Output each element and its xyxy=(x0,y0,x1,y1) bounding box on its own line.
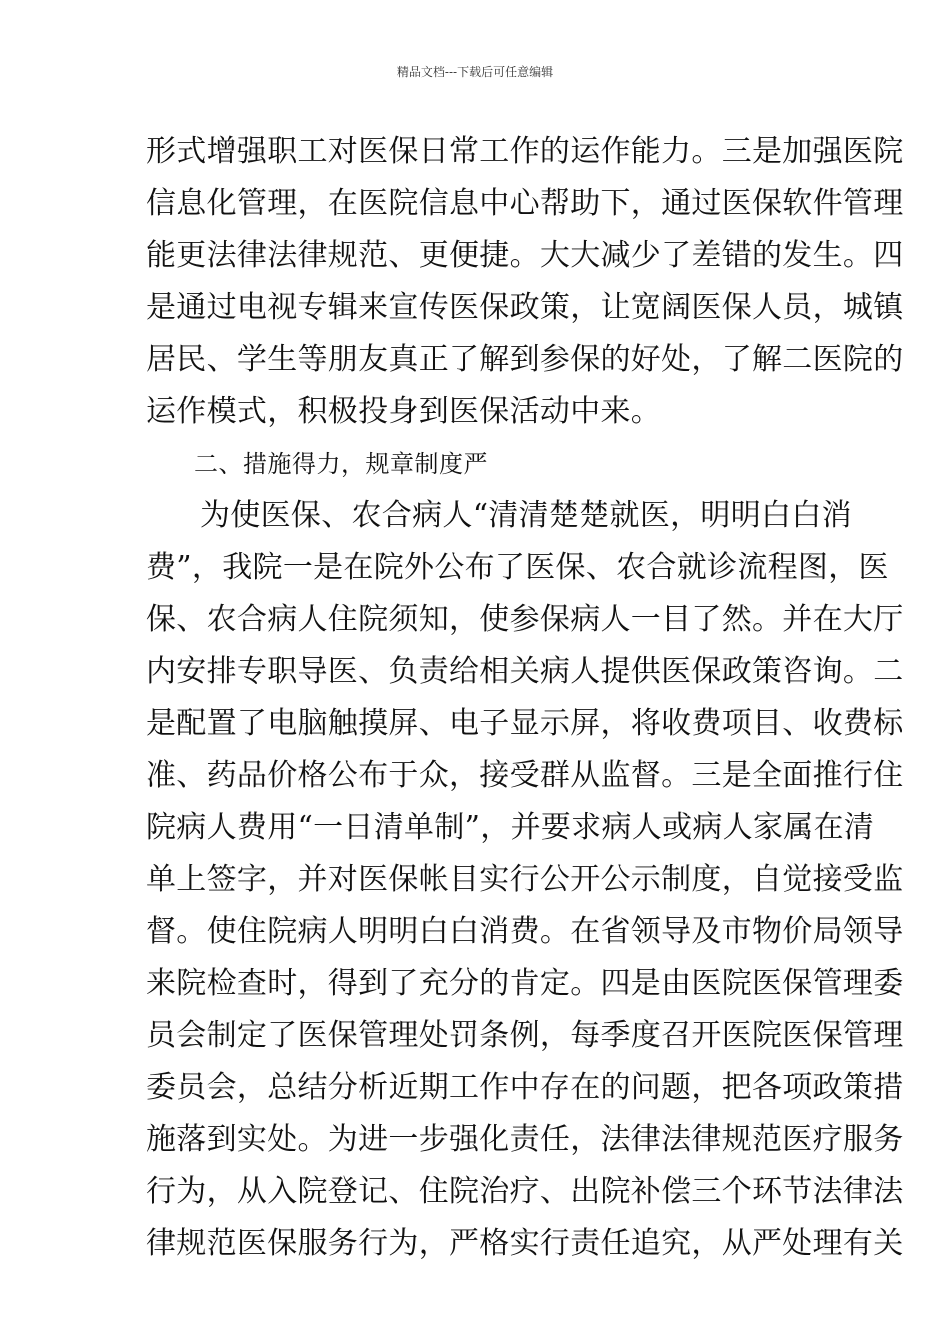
paragraph-line: 为使医保、农合病人“清清楚楚就医，明明白白消 xyxy=(200,498,852,533)
paragraph-line: 保、农合病人住院须知，使参保病人一目了然。并在大厅 xyxy=(146,602,904,637)
paragraph-line: 委员会，总结分析近期工作中存在的问题，把各项政策措 xyxy=(146,1070,904,1105)
paragraph-line: 运作模式，积极投身到医保活动中来。 xyxy=(146,394,662,429)
paragraph-line: 行为，从入院登记、住院治疗、出院补偿三个环节法律法 xyxy=(146,1174,904,1209)
paragraph-line: 单上签字，并对医保帐目实行公开公示制度，自觉接受监 xyxy=(146,862,904,897)
paragraph-line: 督。使住院病人明明白白消费。在省领导及市物价局领导 xyxy=(146,914,904,949)
paragraph-line: 是配置了电脑触摸屏、电子显示屏，将收费项目、收费标 xyxy=(146,706,904,741)
paragraph-line: 形式增强职工对医保日常工作的运作能力。三是加强医院 xyxy=(146,134,904,169)
paragraph-line: 内安排专职导医、负责给相关病人提供医保政策咨询。二 xyxy=(146,654,904,689)
paragraph-line: 能更法律法律规范、更便捷。大大减少了差错的发生。四 xyxy=(146,238,904,273)
document-body xyxy=(146,126,904,1270)
paragraph-line: 院病人费用“一日清单制”，并要求病人或病人家属在清 xyxy=(146,810,875,845)
paragraph-line: 员会制定了医保管理处罚条例，每季度召开医院医保管理 xyxy=(146,1018,904,1053)
page-header: 精品文档---下载后可任意编辑 xyxy=(396,65,554,79)
paragraph-line: 费”，我院一是在院外公布了医保、农合就诊流程图，医 xyxy=(146,550,889,585)
paragraph-line: 来院检查时，得到了充分的肯定。四是由医院医保管理委 xyxy=(146,966,904,1001)
paragraph-line: 准、药品价格公布于众，接受群从监督。三是全面推行住 xyxy=(146,758,904,793)
paragraph-line: 信息化管理，在医院信息中心帮助下，通过医保软件管理 xyxy=(146,186,904,221)
section-heading: 二、措施得力，规章制度严 xyxy=(194,450,488,478)
paragraph-line: 是通过电视专辑来宣传医保政策，让宽阔医保人员，城镇 xyxy=(146,290,904,325)
paragraph-line: 律规范医保服务行为，严格实行责任追究，从严处理有关 xyxy=(146,1226,904,1261)
paragraph-line: 居民、学生等朋友真正了解到参保的好处，了解二医院的 xyxy=(146,342,904,377)
paragraph-line: 施落到实处。为进一步强化责任，法律法律规范医疗服务 xyxy=(146,1122,904,1157)
